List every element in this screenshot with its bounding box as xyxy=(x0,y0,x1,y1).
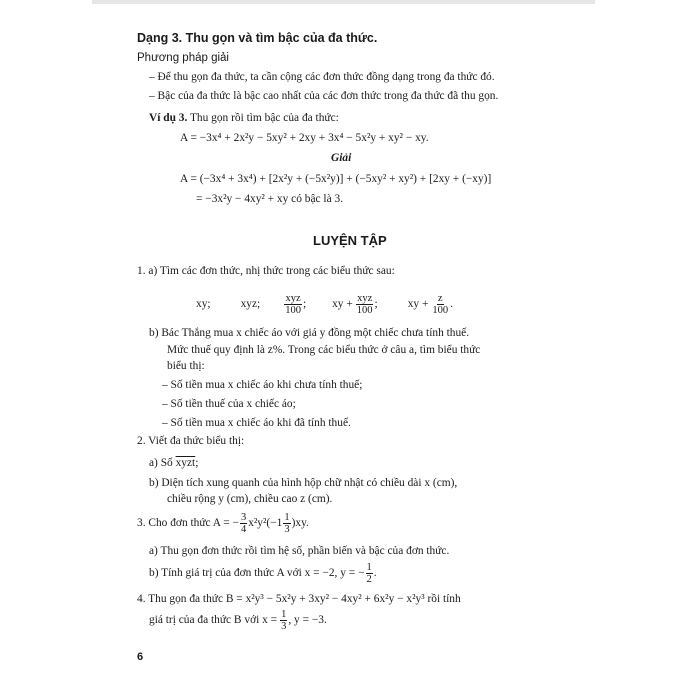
q1-b-item-3: – Số tiền mua x chiếc áo khi đã tính thuế. xyxy=(162,417,351,429)
q2-b-line-2: chiều rộng y (cm), chiều cao z (cm). xyxy=(167,493,333,505)
expr-fraction-3: $\frac{z}{100}$ xyxy=(432,292,449,316)
q4-fraction: $\frac{1}{3}$ xyxy=(281,608,287,632)
q4-line-1: 4. Thu gọn đa thức B = x²y³ − 5x²y + 3xy² − 4xy² + 6x²y − x²y³ rồi tính xyxy=(137,593,461,605)
expr-fraction-1: $\frac{\text{xyz}}{100}$ xyxy=(285,292,301,316)
solution-line-1: A = (−3x⁴ + 3x⁴) + [2x²y + (−5x²y)] + (−5xy² + xy²) + [2xy + (−xy)] xyxy=(180,173,492,185)
q3-b-fraction: $\frac{1}{2}$ xyxy=(366,561,372,585)
method-line-2: – Bậc của đa thức là bậc cao nhất của các đơn thức trong đa thức đã thu gọn. xyxy=(149,90,499,102)
q1-b-item-2: – Số tiền thuế của x chiếc áo; xyxy=(162,398,296,410)
q1-b-line-3: biểu thị: xyxy=(167,360,205,372)
expr-xyz: xyz; xyxy=(240,298,261,310)
q3-fraction-1: $\frac{3}{4}$ xyxy=(240,511,247,535)
overlined-number: xyzt xyxy=(175,457,196,469)
example-line xyxy=(149,111,339,125)
q1-b-item-1: – Số tiền mua x chiếc áo khi chưa tính thuế; xyxy=(162,379,363,391)
example-label: Ví dụ 3. xyxy=(149,112,188,124)
practice-heading: LUYỆN TẬP xyxy=(313,233,387,248)
q3-b: b) Tính giá trị của đơn thức A với x = −2, y = − $\frac{1}{2}$ . xyxy=(149,561,377,585)
example-polynomial: A = −3x⁴ + 2x²y − 5xy² + 2xy + 3x⁴ − 5x²y + xy² − xy. xyxy=(180,132,429,144)
q3-head: 3. Cho đơn thức A = − $\frac{3}{4}$ x²y²(−1 $\frac{1}{3}$ )xy. xyxy=(137,511,309,535)
q1-b-line-1: b) Bác Thắng mua x chiếc áo với giá y đồng một chiếc chưa tính thuế. xyxy=(149,327,470,339)
q1-b-line-2: Mức thuế quy định là z%. Trong các biểu thức ở câu a, tìm biểu thức xyxy=(167,344,481,356)
example-text: Thu gọn rồi tìm bậc của đa thức: xyxy=(189,112,339,124)
solution-line-2: = −3x²y − 4xy² + xy có bậc là 3. xyxy=(196,193,344,205)
q3-fraction-2: $\frac{1}{3}$ xyxy=(284,511,290,535)
q1-expressions: xy; xyz; $\frac{\text{xyz}}{100}$ ; xy + $\frac{\text{xyz}}{100}$ ; xy + $\frac{z}{100}$ . xyxy=(196,292,453,316)
q4-line-2: giá trị của đa thức B với x = $\frac{1}{3}$ , y = −3. xyxy=(149,608,327,632)
q2-b-line-1: b) Diện tích xung quanh của hình hộp chữ nhật có chiều dài x (cm), xyxy=(149,477,458,489)
method-heading: Phương pháp giải xyxy=(137,52,229,64)
expr-fraction-2: $\frac{\text{xyz}}{100}$ xyxy=(356,292,373,316)
q2-a: a) Số xyzt; xyxy=(149,457,199,469)
q1-a: 1. a) Tìm các đơn thức, nhị thức trong các biểu thức sau: xyxy=(137,265,395,277)
q2-head: 2. Viết đa thức biểu thị: xyxy=(137,435,245,447)
expr-xy: xy; xyxy=(196,298,211,310)
section-title: Dạng 3. Thu gọn và tìm bậc của đa thức. xyxy=(137,31,378,45)
page-number: 6 xyxy=(137,651,144,663)
method-line-1: – Để thu gọn đa thức, ta cần cộng các đơn thức đồng dạng trong đa thức đó. xyxy=(149,71,495,83)
solution-label: Giải xyxy=(331,152,352,164)
q3-a: a) Thu gọn đơn thức rồi tìm hệ số, phần biến và bậc của đơn thức. xyxy=(149,545,450,557)
